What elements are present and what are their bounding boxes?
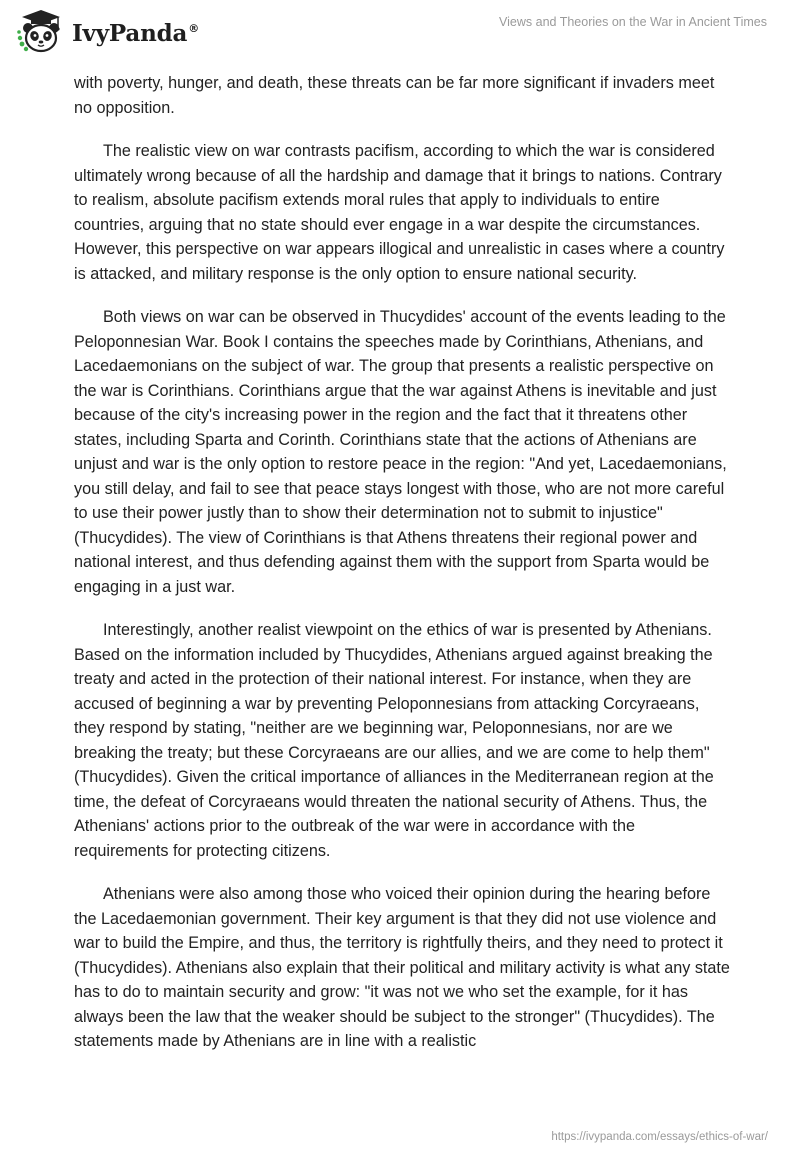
essay-body [74, 71, 730, 1073]
paragraph: with poverty, hunger, and death, these threats can be far more significant if invaders meet no opposition. [74, 74, 715, 117]
brand-logo[interactable] [14, 8, 199, 56]
panda-graduate-icon [14, 8, 64, 56]
brand-name-text: IvyPanda [72, 19, 188, 47]
paragraph: Athenians were also among those who voiced their opinion during the hearing before the Lacedaemonian government. Their key argument is that they did not use violence and war to build the Empire, and thus, the territory is rightfully theirs, and they need to protect it (Thucydides). Athenians also explain that their political and military activity is what any state has to do to maintain security and grow: "it was not we who set the example, for it has always been the law that the weaker should be subject to the stronger" (Thucydides). The statements made by Athenians are in line with a realistic [74, 885, 730, 1050]
document-title: Views and Theories on the War in Ancient Times [499, 15, 767, 29]
source-url[interactable]: https://ivypanda.com/essays/ethics-of-war/ [551, 1131, 768, 1143]
brand-name [72, 20, 199, 47]
paragraph: The realistic view on war contrasts pacifism, according to which the war is considered ultimately wrong because of all the hardship and damage that it brings to nations. Contrary to realism, absolute pacifism extends moral rules that apply to individuals to entire countries, arguing that no state should ever engage in a war despite the circumstances. However, this perspective on war appears illogical and unrealistic in cases where a country is attacked, and military response is the only option to ensure national security. [74, 142, 725, 283]
page-header [0, 0, 800, 70]
paragraph: Both views on war can be observed in Thucydides' account of the events leading to the Peloponnesian War. Book I contains the speeches made by Corinthians, Athenians, and Lacedaemonians on the subject of war. The group that presents a realistic perspective on the war is Corinthians. Corinthians argue that the war against Athens is inevitable and just because of the city's increasing power in the region and the fact that it threatens other states, including Sparta and Corinth. Corinthians state that the actions of Athenians are unjust and war is the only option to restore peace in the region: "And yet, Lacedaemonians, you still delay, and fail to see that peace stays longest with those, who are not more careful to use their power justly than to show their determination not to submit to injustice" (Thucydides). The view of Corinthians is that Athens threatens their regional power and national interest, and thus defending against them with the support from Sparta would be engaging in a just war. [74, 308, 727, 596]
paragraph: Interestingly, another realist viewpoint on the ethics of war is presented by Athenians. Based on the information included by Thucydides, Athenians argued against breaking the treaty and acted in the protection of their national interest. For instance, when they are accused of beginning a war by preventing Peloponnesians from attacking Corcyraeans, they respond by stating, "neither are we beginning war, Peloponnesians, nor are we breaking the treaty; but these Corcyraeans are our allies, and we are come to help them" (Thucydides). Given the critical importance of alliances in the Mediterranean region at the time, the defeat of Corcyraeans would threaten the national security of Athens. Thus, the Athenians' actions prior to the outbreak of the war were in accordance with the requirements for protecting citizens. [74, 621, 714, 860]
brand-registered-mark: ® [188, 21, 199, 35]
